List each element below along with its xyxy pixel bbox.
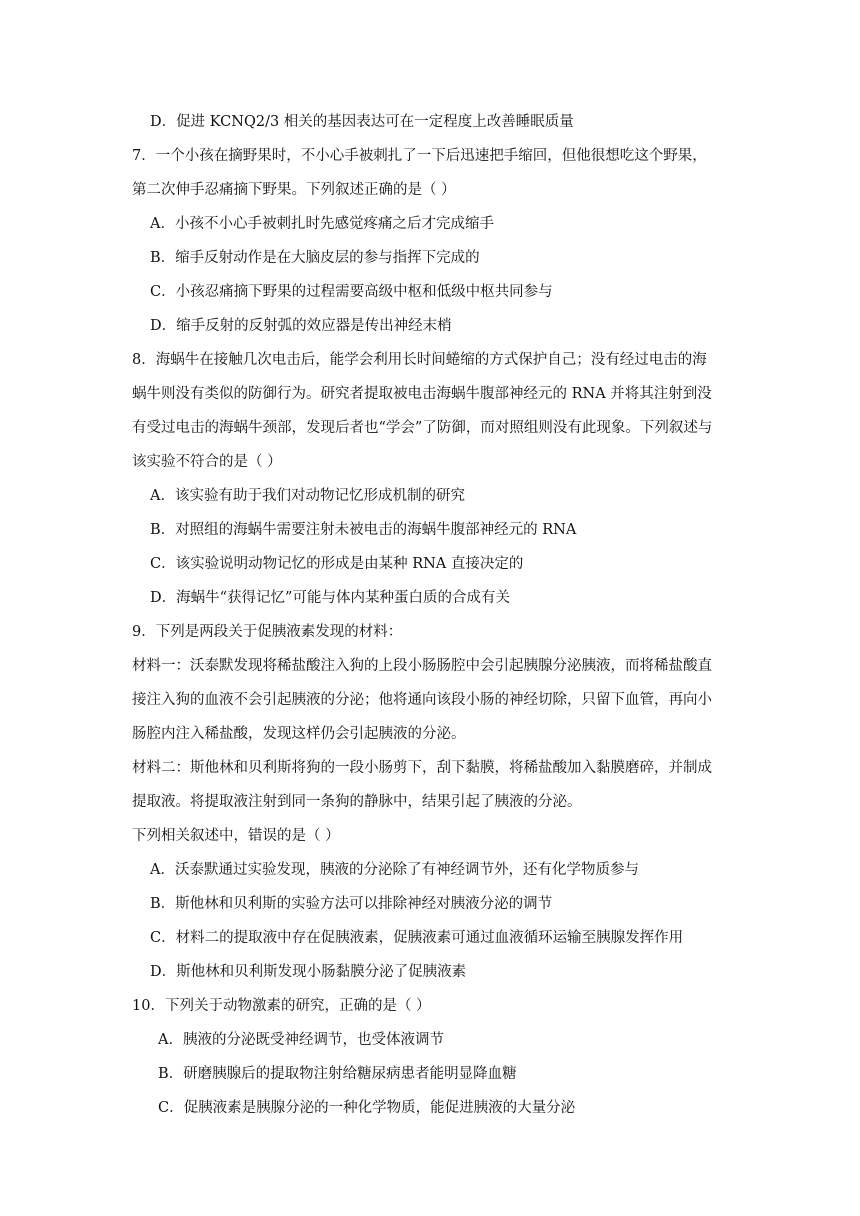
q9-option-a: A．沃泰默通过实验发现，胰液的分泌除了有神经调节外，还有化学物质参与 xyxy=(150,862,639,878)
q9-material2-line-1: 材料二：斯他林和贝利斯将狗的一段小肠剪下，刮下黏膜，将稀盐酸加入黏膜磨碎，并制成 xyxy=(132,760,712,776)
q8-stem-line-1: 8．海蜗牛在接触几次电击后，能学会利用长时间蜷缩的方式保护自己；没有经过电击的海 xyxy=(132,352,707,368)
q7-option-a: A．小孩不小心手被刺扎时先感觉疼痛之后才完成缩手 xyxy=(150,216,494,232)
q9-material1-line-1: 材料一：沃泰默发现将稀盐酸注入狗的上段小肠肠腔中会引起胰腺分泌胰液，而将稀盐酸直 xyxy=(132,658,712,674)
q7-option-d: D．缩手反射的反射弧的效应器是传出神经末梢 xyxy=(150,318,452,334)
q8-option-d: D．海蜗牛“获得记忆”可能与体内某种蛋白质的合成有关 xyxy=(150,590,510,606)
q7-stem-line-1: 7．一个小孩在摘野果时，不小心手被刺扎了一下后迅速把手缩回，但他很想吃这个野果， xyxy=(132,148,707,164)
q8-option-c: C．该实验说明动物记忆的形成是由某种 RNA 直接决定的 xyxy=(150,556,524,572)
q8-stem-line-2: 蜗牛则没有类似的防御行为。研究者提取被电击海蜗牛腹部神经元的 RNA 并将其注射到没 xyxy=(132,386,712,402)
q10-option-c: C．促胰液素是胰腺分泌的一种化学物质，能促进胰液的大量分泌 xyxy=(158,1100,576,1116)
q9-option-b: B．斯他林和贝利斯的实验方法可以排除神经对胰液分泌的调节 xyxy=(150,896,553,912)
q8-stem-line-3: 有受过电击的海蜗牛颈部，发现后者也“学会”了防御，而对照组则没有此现象。下列叙述与 xyxy=(132,420,713,436)
q10-option-b: B．研磨胰腺后的提取物注射给糖尿病患者能明显降血糖 xyxy=(158,1066,517,1082)
q9-stem: 9．下列是两段关于促胰液素发现的材料： xyxy=(132,624,403,640)
q9-option-c: C．材料二的提取液中存在促胰液素，促胰液素可通过血液循环运输至胰腺发挥作用 xyxy=(150,930,684,946)
q9-question: 下列相关叙述中，错误的是（ ） xyxy=(132,828,340,844)
q7-option-c: C．小孩忍痛摘下野果的过程需要高级中枢和低级中枢共同参与 xyxy=(150,284,553,300)
q7-stem-line-2: 第二次伸手忍痛摘下野果。下列叙述正确的是（ ） xyxy=(132,182,456,198)
q10-stem: 10．下列关于动物激素的研究，正确的是（ ） xyxy=(132,998,431,1014)
q8-option-b: B．对照组的海蜗牛需要注射未被电击的海蜗牛腹部神经元的 RNA xyxy=(150,522,577,538)
q10-option-a: A．胰液的分泌既受神经调节，也受体液调节 xyxy=(158,1032,444,1048)
q9-material1-line-3: 肠腔内注入稀盐酸，发现这样仍会引起胰液的分泌。 xyxy=(132,726,466,742)
q9-material1-line-2: 接注入狗的血液不会引起胰液的分泌；他将通向该段小肠的神经切除，只留下血管，再向小 xyxy=(132,692,712,708)
q9-material2-line-2: 提取液。将提取液注射到同一条狗的静脉中，结果引起了胰液的分泌。 xyxy=(132,794,582,810)
q6-option-d: D．促进 KCNQ2/3 相关的基因表达可在一定程度上改善睡眠质量 xyxy=(150,114,574,130)
q7-option-b: B．缩手反射动作是在大脑皮层的参与指挥下完成的 xyxy=(150,250,480,266)
q8-stem-line-4: 该实验不符合的是（ ） xyxy=(132,454,282,470)
q8-option-a: A．该实验有助于我们对动物记忆形成机制的研究 xyxy=(150,488,465,504)
q9-option-d: D．斯他林和贝利斯发现小肠黏膜分泌了促胰液素 xyxy=(150,964,467,980)
